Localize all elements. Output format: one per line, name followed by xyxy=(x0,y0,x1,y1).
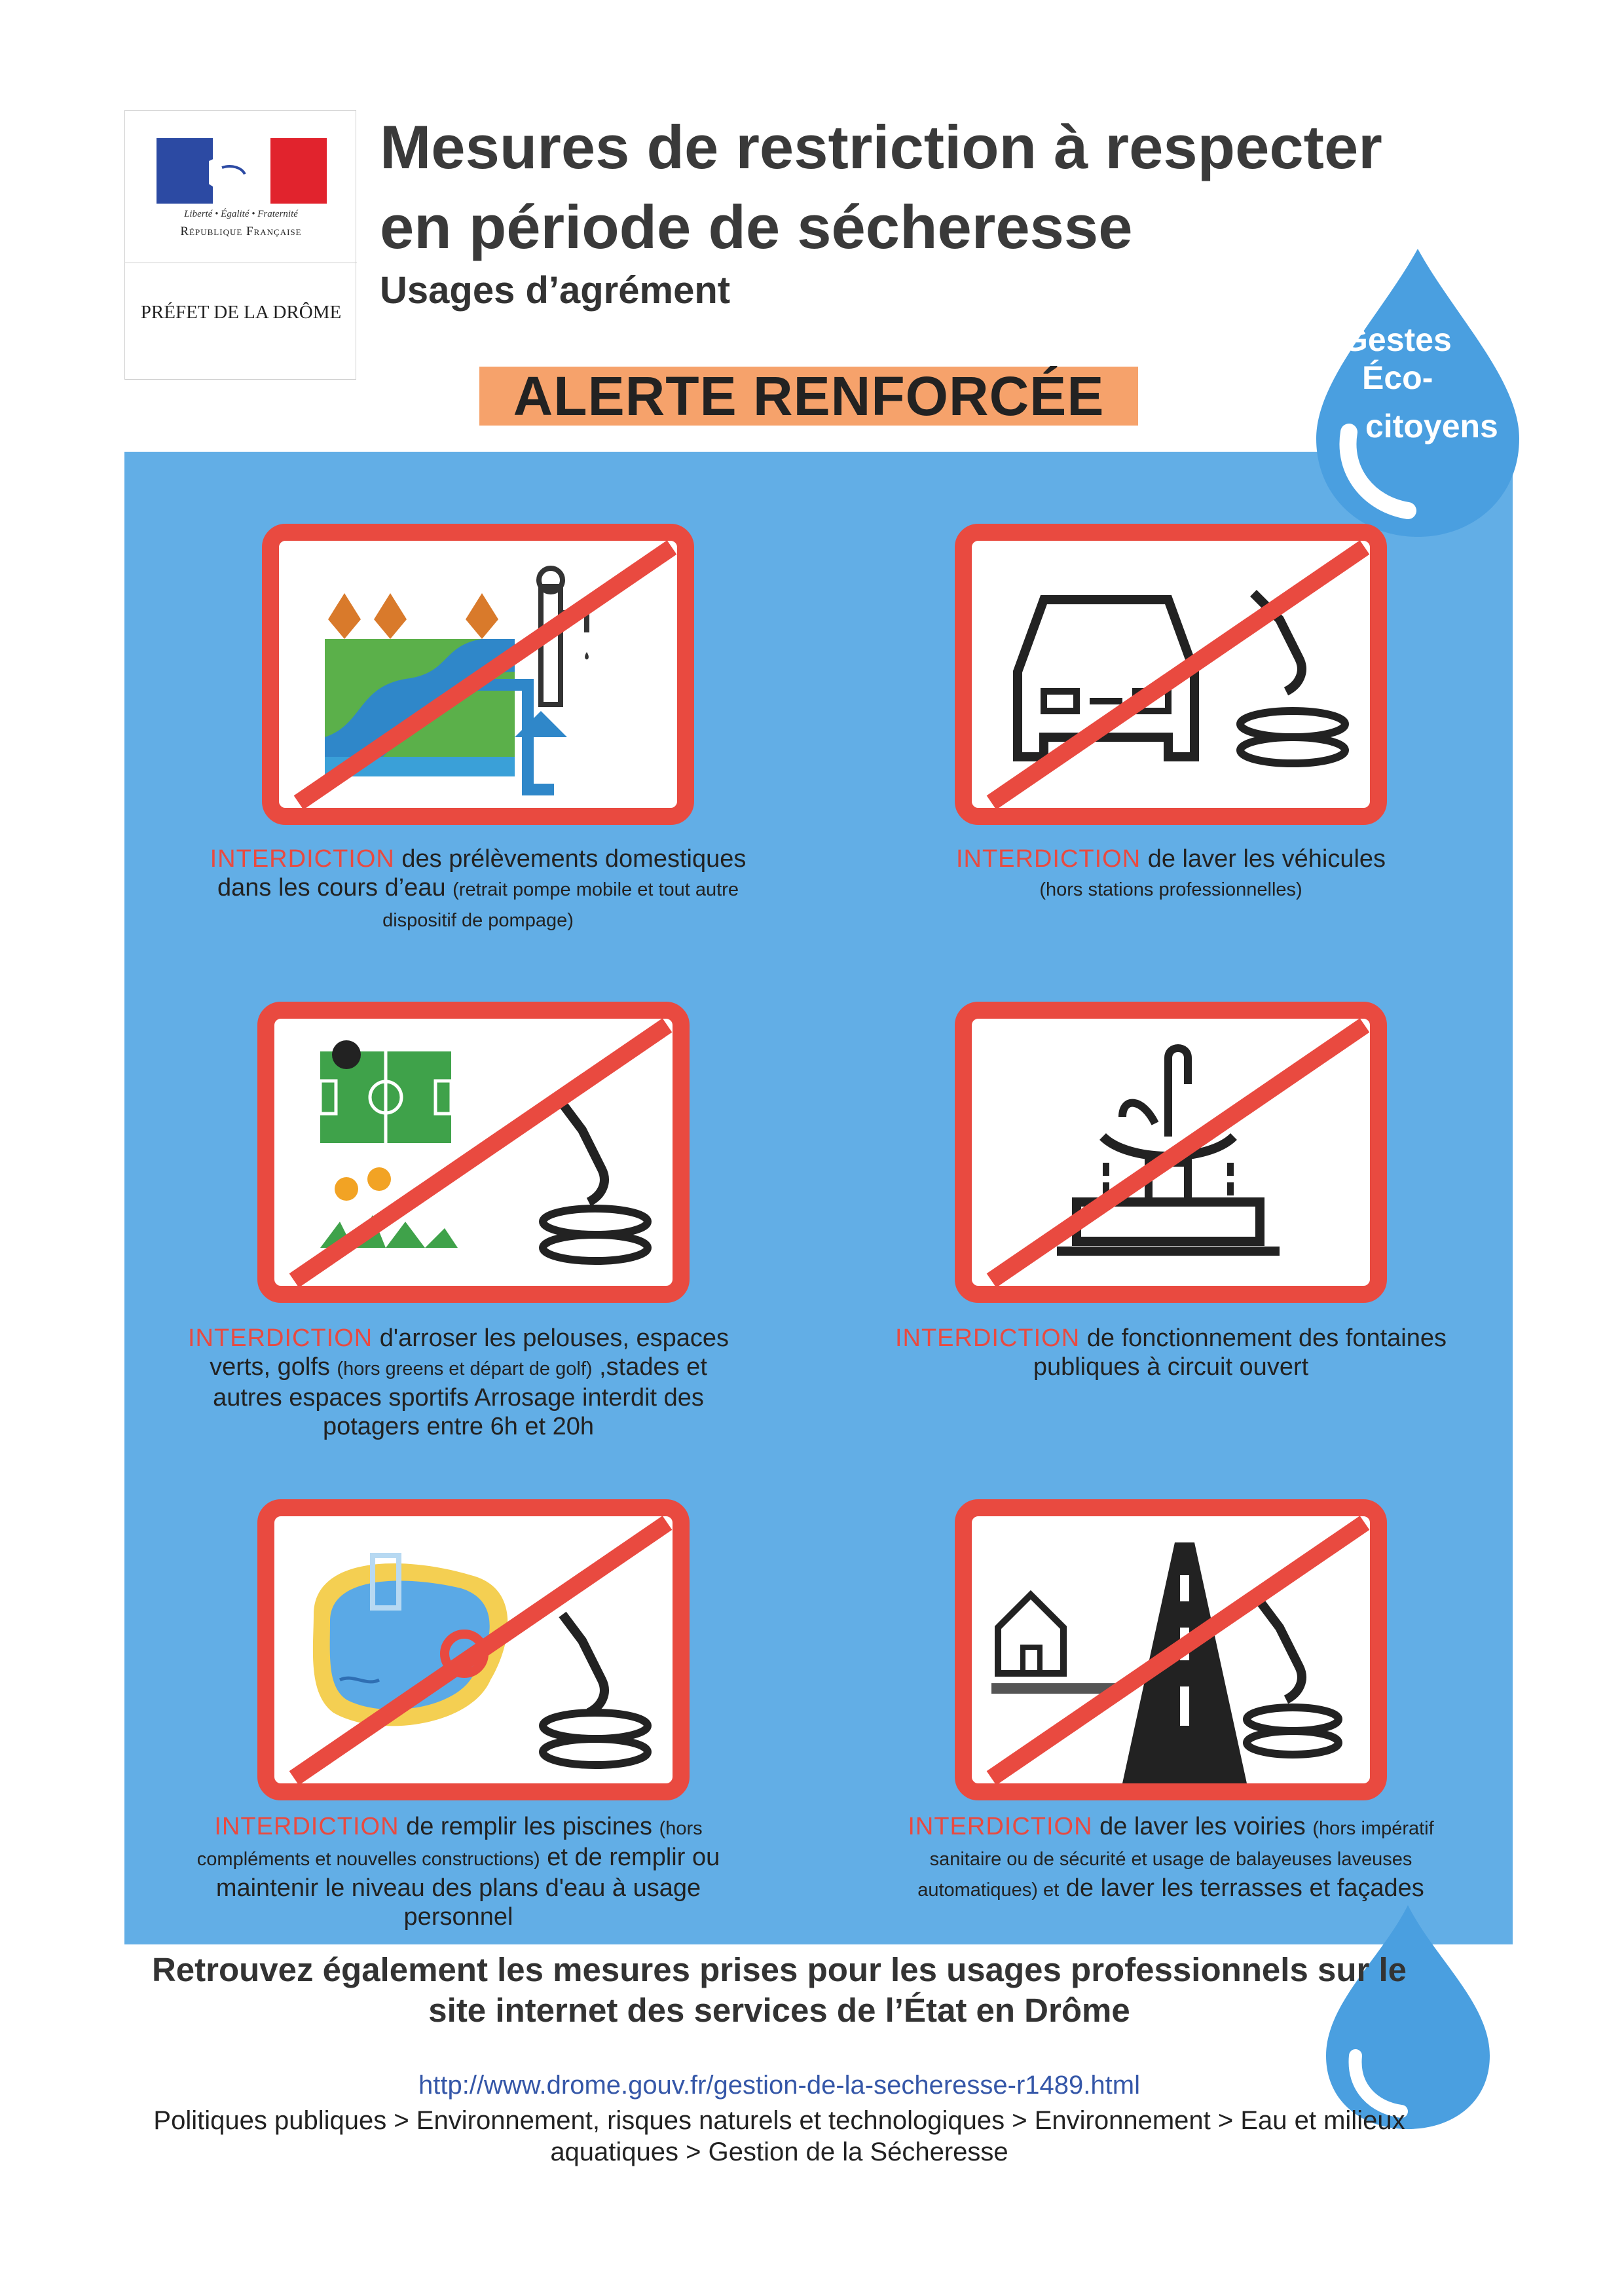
measure-card-road xyxy=(955,1499,1387,1800)
measure-keyword: INTERDICTION xyxy=(210,845,395,873)
measure-caption-3: INTERDICTION d'arroser les pelouses, espaces verts, golfs (hors greens et départ de golf) ,stades et autres espaces sportifs Arrosage interdit des potagers entre 6h et 20h xyxy=(188,1324,729,1440)
measure-keyword: INTERDICTION xyxy=(895,1324,1080,1352)
measure-caption-5: INTERDICTION de remplir les piscines (hors compléments et nouvelles constructions) et de remplir ou maintenir le niveau des plans d'eau à usage personnel xyxy=(196,1813,720,1931)
page-title-line-1: Mesures de restriction à respecter xyxy=(380,113,1382,181)
road-washing-icon xyxy=(972,1516,1370,1783)
badge-line-1: Gestes xyxy=(1342,321,1452,358)
logo-republic: République Française xyxy=(180,225,302,238)
fountain-icon xyxy=(972,1019,1370,1286)
prefecture-logo xyxy=(124,110,356,380)
measure-keyword: INTERDICTION xyxy=(214,1813,399,1840)
lawn-watering-icon xyxy=(274,1019,673,1286)
measure-caption-2: INTERDICTION de laver les véhicules (hors stations professionnelles) xyxy=(955,845,1386,900)
badge-line-2: Éco- xyxy=(1362,359,1433,396)
measure-keyword: INTERDICTION xyxy=(908,1813,1093,1840)
logo-prefect: PRÉFET DE LA DRÔME xyxy=(140,302,342,323)
measure-caption-4: INTERDICTION de fonctionnement des fontaines publiques à circuit ouvert xyxy=(895,1324,1447,1381)
measure-card-pool xyxy=(257,1499,690,1800)
pool-filling-icon xyxy=(274,1516,673,1783)
footer-note: Retrouvez également les mesures prises pour les usages professionnels sur le site internet des services de l’État en Drôme xyxy=(151,1951,1407,2029)
footer-breadcrumb: Politiques publiques > Environnement, risques naturels et technologiques > Environnement > Eau et milieux aquatiques > Gestion de la Sécheresse xyxy=(153,2106,1405,2166)
measure-caption-1: INTERDICTION des prélèvements domestiques dans les cours d’eau (retrait pompe mobile et tout autre dispositif de pompage) xyxy=(210,845,747,931)
alert-level-badge: ALERTE RENFORCÉE xyxy=(479,367,1138,426)
river-pump-icon xyxy=(279,541,677,808)
measure-keyword: INTERDICTION xyxy=(188,1324,373,1352)
measure-keyword: INTERDICTION xyxy=(955,845,1141,873)
measure-card-car-wash xyxy=(955,524,1387,825)
measure-card-river-pumping xyxy=(262,524,694,825)
car-wash-icon xyxy=(972,541,1370,808)
page-title-line-2: en période de sécheresse xyxy=(380,192,1133,261)
measure-card-fountain xyxy=(955,1002,1387,1303)
measure-caption-6: INTERDICTION de laver les voiries (hors impératif sanitaire ou de sécurité et usage de balayeuses laveuses automatiques) et de laver les terrasses et façades xyxy=(908,1813,1434,1902)
marianne-flag-icon xyxy=(157,138,327,204)
footer-link[interactable]: http://www.drome.gouv.fr/gestion-de-la-secheresse-r1489.html xyxy=(418,2071,1140,2100)
logo-motto: Liberté • Égalité • Fraternité xyxy=(184,209,298,219)
measure-card-lawn-watering xyxy=(257,1002,690,1303)
page-subtitle: Usages d’agrément xyxy=(380,269,731,312)
badge-line-3: citoyens xyxy=(1365,408,1498,445)
